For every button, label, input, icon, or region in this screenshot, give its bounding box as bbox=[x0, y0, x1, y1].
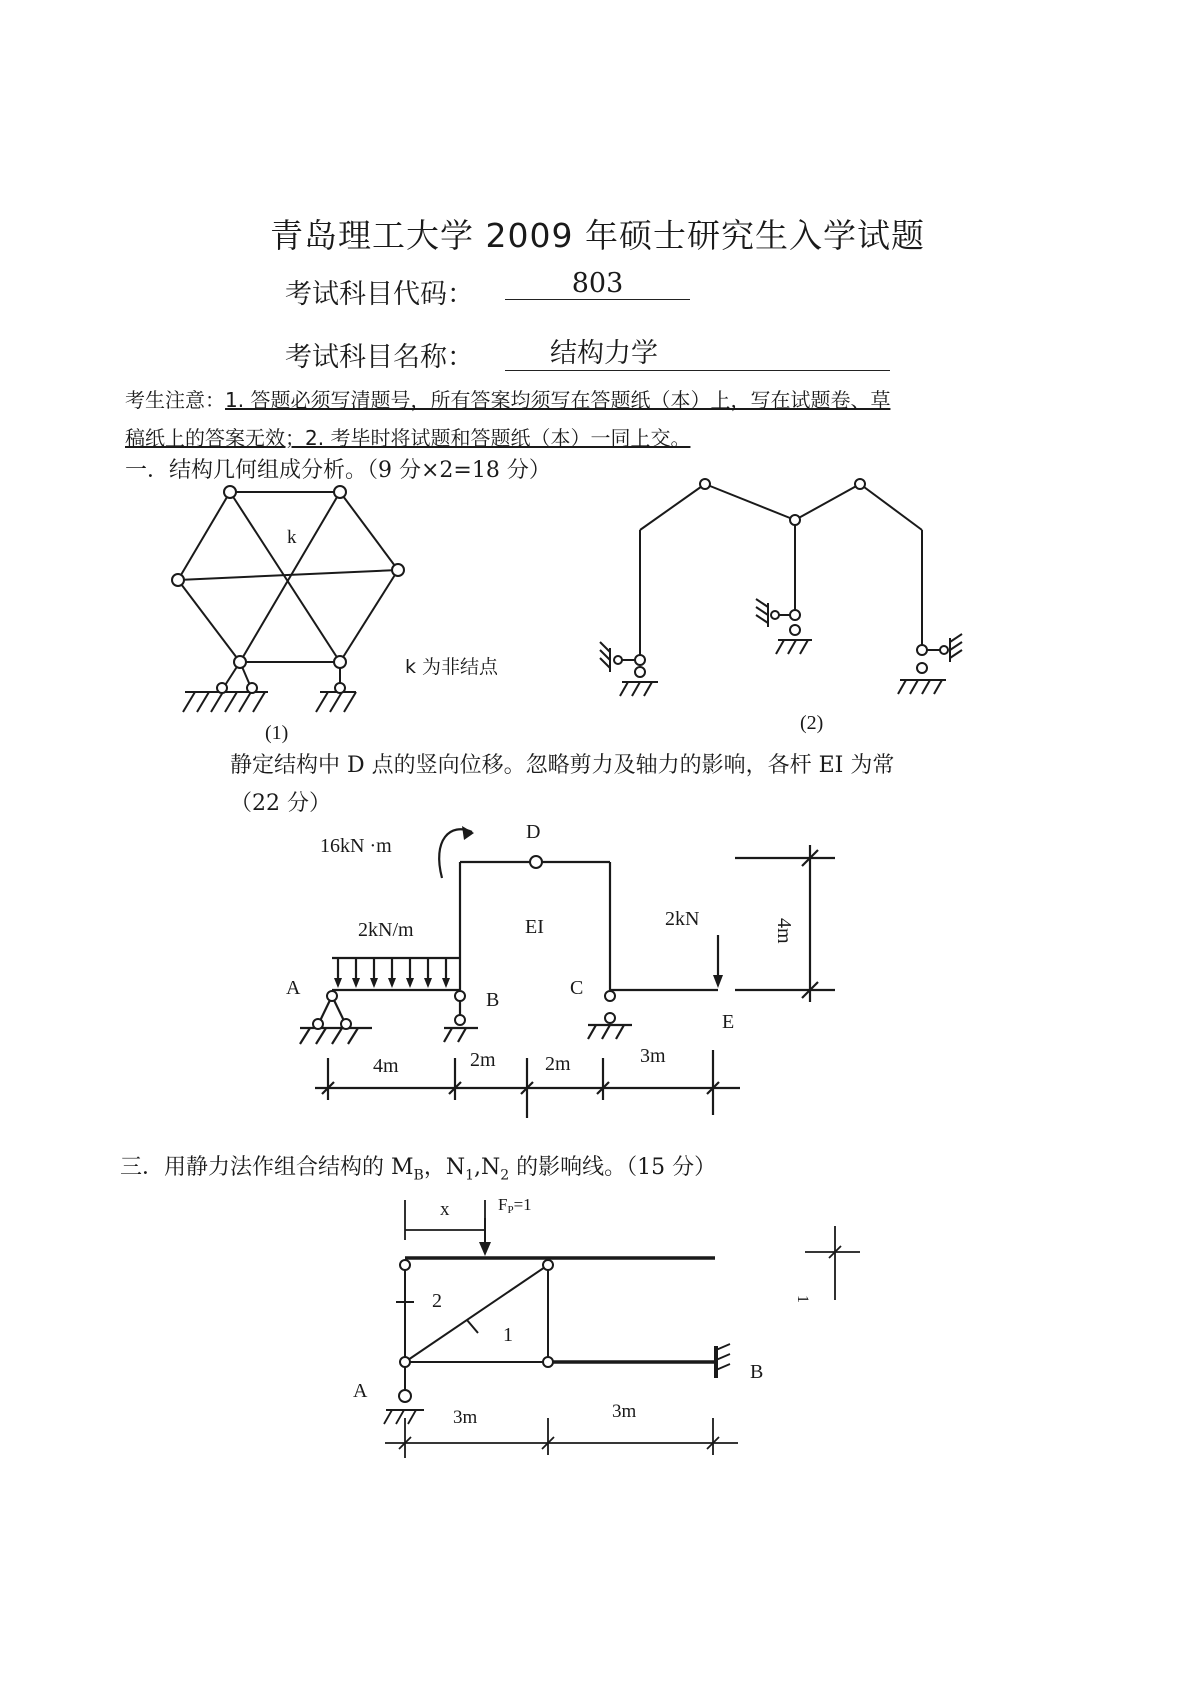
subject-code-label: 考试科目代码： bbox=[285, 279, 474, 310]
subject-code-value: 803 bbox=[505, 268, 690, 300]
subject-name-value: 结构力学 bbox=[505, 331, 890, 371]
q2-text-line-2: （22 分） bbox=[230, 791, 331, 816]
q2-moment-label: 16kN ·m bbox=[320, 835, 392, 857]
q2-label-E: E bbox=[722, 1011, 735, 1033]
q3-bar-1-label: 1 bbox=[503, 1324, 513, 1346]
q3-dim-2: 3m bbox=[612, 1401, 637, 1422]
q2-label-EI: EI bbox=[525, 916, 544, 938]
q1-fig2-frame-diagram bbox=[590, 470, 970, 710]
q3-load-f: F bbox=[498, 1195, 508, 1214]
q3-heading-sub-1: 1 bbox=[465, 1167, 475, 1184]
q3-dim-1: 3m bbox=[453, 1407, 478, 1428]
q1-fig1-note: k 为非结点 bbox=[405, 656, 499, 678]
q3-heading-start: 三．用静力法作组合结构的 M bbox=[120, 1155, 414, 1180]
q3-load-eq: =1 bbox=[513, 1195, 532, 1214]
q1-fig1-caption: (1) bbox=[265, 722, 289, 744]
q2-label-A: A bbox=[286, 977, 301, 999]
q3-heading-end: 的影响线。（15 分） bbox=[509, 1155, 717, 1180]
q3-heading-sub-b: B bbox=[413, 1167, 424, 1184]
q3-load-label bbox=[498, 1195, 532, 1216]
notice-label: 考生注意： bbox=[125, 388, 225, 412]
notice-line-1 bbox=[125, 384, 890, 413]
q3-x-label: x bbox=[440, 1199, 450, 1220]
notice-text-2: 稿纸上的答案无效；2. 考毕时将试题和答题纸（本）一同上交。 bbox=[125, 426, 691, 450]
q2-frame-diagram bbox=[280, 810, 840, 1130]
q2-label-B: B bbox=[486, 989, 500, 1011]
subject-name-label: 考试科目名称： bbox=[285, 342, 474, 373]
notice-text-1: 1. 答题必须写清题号，所有答案均须写在答题纸（本）上，写在试题卷、草 bbox=[225, 388, 891, 412]
q3-heading-mid: ，N bbox=[423, 1155, 466, 1180]
q2-dim-4: 3m bbox=[640, 1045, 666, 1067]
q2-udl-label: 2kN/m bbox=[358, 919, 414, 941]
q3-label-B: B bbox=[750, 1361, 764, 1383]
q2-label-C: C bbox=[570, 977, 584, 999]
q1-heading: 一．结构几何组成分析。（9 分×2=18 分） bbox=[125, 458, 551, 483]
q2-point-load-label: 2kN bbox=[665, 908, 700, 930]
page-title: 青岛理工大学 2009 年硕士研究生入学试题 bbox=[270, 216, 925, 255]
q1-fig2-caption: (2) bbox=[800, 712, 824, 734]
q2-text-line-1: 静定结构中 D 点的竖向位移。忽略剪力及轴力的影响，各杆 EI 为常 bbox=[230, 753, 895, 778]
q2-label-D: D bbox=[526, 821, 541, 843]
q3-heading-sub-2: 2 bbox=[500, 1167, 510, 1184]
q3-composite-structure-diagram bbox=[340, 1188, 870, 1468]
q1-fig1-truss-diagram bbox=[160, 475, 440, 750]
q3-bar-2-label: 2 bbox=[432, 1290, 442, 1312]
q1-fig1-node-k: k bbox=[287, 527, 297, 548]
q3-heading bbox=[120, 1150, 716, 1183]
q3-height-label: 1 bbox=[794, 1295, 811, 1303]
q2-dim-3: 2m bbox=[545, 1053, 571, 1075]
q3-label-A: A bbox=[353, 1380, 368, 1402]
q3-heading-mid2: ,N bbox=[474, 1155, 501, 1180]
q3-load-sub: P bbox=[507, 1204, 514, 1216]
q2-dim-2: 2m bbox=[470, 1049, 496, 1071]
q2-dim-1: 4m bbox=[373, 1055, 399, 1077]
q2-height-label: 4m bbox=[773, 918, 795, 944]
